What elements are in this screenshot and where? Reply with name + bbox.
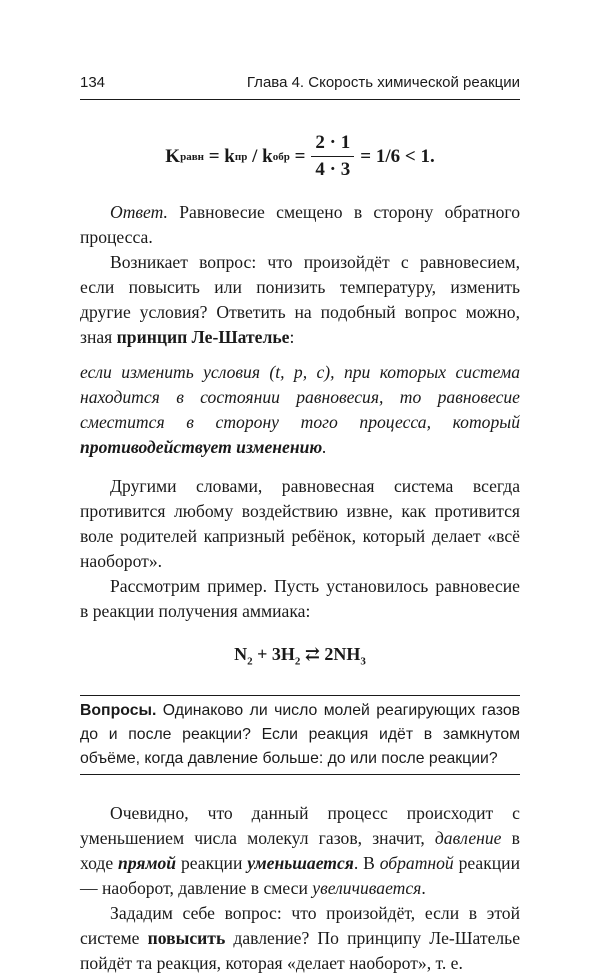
principle-quote xyxy=(80,360,520,460)
formula-k: K xyxy=(165,145,181,167)
other-words-paragraph: Другими словами, равновесная система всегда противится любому воздействию извне, как противится воле родителей капризный ребёнок, который делает «всё наоборот». xyxy=(80,476,520,571)
reaction-n-sub: 2 xyxy=(247,655,253,668)
principle-text: если изменить условия (t, p, c), при которых система находится в состоянии равновесия, то равновесие сместится в сторону того процесса, который xyxy=(80,362,520,432)
obviously-text-1: Очевидно, что данный процесс происходит с уменьшением числа молекул газов, значит, xyxy=(80,802,520,848)
question-end: : xyxy=(289,327,295,347)
formula-k-sub: равн xyxy=(180,150,204,163)
ask-self-paragraph xyxy=(80,901,520,976)
equilibrium-constant-formula xyxy=(80,132,520,181)
fraction-numerator: 2 · 1 xyxy=(311,132,354,157)
obviously-text-6: . xyxy=(421,877,426,898)
obviously-text-4: . В xyxy=(353,852,380,873)
answer-paragraph xyxy=(80,200,520,250)
question-text: Возникает вопрос: что произойдёт с равновесием, если повысить или понизить температуру, изменить другие условия? Ответить на подобный вопрос можно, зная xyxy=(80,252,520,347)
obviously-text-5: реакции — наоборот, давление в смеси xyxy=(80,852,521,898)
ammonia-reaction xyxy=(80,642,520,675)
formula-result: = 1/6 < 1. xyxy=(360,145,435,167)
formula-slash: / k xyxy=(247,145,273,167)
header-rule xyxy=(80,99,520,100)
ask-self-text-1: Зададим себе вопрос: что произойдёт, если в этой системе xyxy=(80,902,520,948)
fraction-denominator: 4 · 3 xyxy=(315,159,351,180)
questions-paragraph xyxy=(80,699,520,771)
page-body xyxy=(80,200,520,976)
principle-paragraph xyxy=(80,360,520,460)
answer-label: Ответ. xyxy=(110,202,168,222)
formula-kpr-sub: пр xyxy=(234,150,248,163)
page-number: 134 xyxy=(80,74,106,91)
questions-box xyxy=(80,695,520,775)
example-paragraph: Рассмотрим пример. Пусть установилось равновесие в реакции получения аммиака: xyxy=(80,576,520,621)
formula-fraction xyxy=(311,132,354,181)
page-header xyxy=(80,74,520,91)
formula-eq2: = xyxy=(289,145,306,167)
obviously-italic-1: давление xyxy=(434,827,502,848)
obviously-text-2: в ходе xyxy=(80,827,520,873)
reaction-n: N xyxy=(234,644,248,664)
reaction-h-sub: 2 xyxy=(294,655,301,668)
ask-self-text-2: давление? По принципу Ле-Шателье пойдёт та реакция, которая «делает наоборот», т. е. xyxy=(80,927,521,973)
reaction-arrow: ⇄ xyxy=(300,644,325,664)
obviously-text-3: реакции xyxy=(176,852,248,873)
reaction-plus: + 3H xyxy=(252,644,295,664)
principle-bold: противодействует изменению xyxy=(80,437,323,457)
reaction-product: 2NH xyxy=(324,644,361,664)
question-paragraph xyxy=(80,250,520,350)
answer-text: Равновесие смещено в сторону обратного процесса. xyxy=(80,202,520,247)
obviously-italic-3: увеличивается xyxy=(312,877,422,898)
questions-label: Вопросы. xyxy=(80,701,157,719)
ask-self-bold: повысить xyxy=(147,927,226,948)
formula-kobr-sub: обр xyxy=(272,150,290,163)
chapter-title: Глава 4. Скорость химической реакции xyxy=(246,74,520,91)
principle-name: принцип Ле-Шателье xyxy=(116,327,290,347)
obviously-paragraph xyxy=(80,801,520,901)
principle-end: . xyxy=(322,437,327,457)
questions-text: Одинаково ли число молей реагирующих газов до и после реакции? Если реакция идёт в замкнутом объёме, когда давление больше: до или после реакции? xyxy=(80,701,520,767)
formula-eq1: = k xyxy=(203,145,235,167)
obviously-bold-italic-2: уменьшается xyxy=(247,852,354,873)
reaction-product-sub: 3 xyxy=(360,655,366,668)
obviously-italic-2: обратной xyxy=(379,852,454,873)
obviously-bold-italic-1: прямой xyxy=(118,852,177,873)
